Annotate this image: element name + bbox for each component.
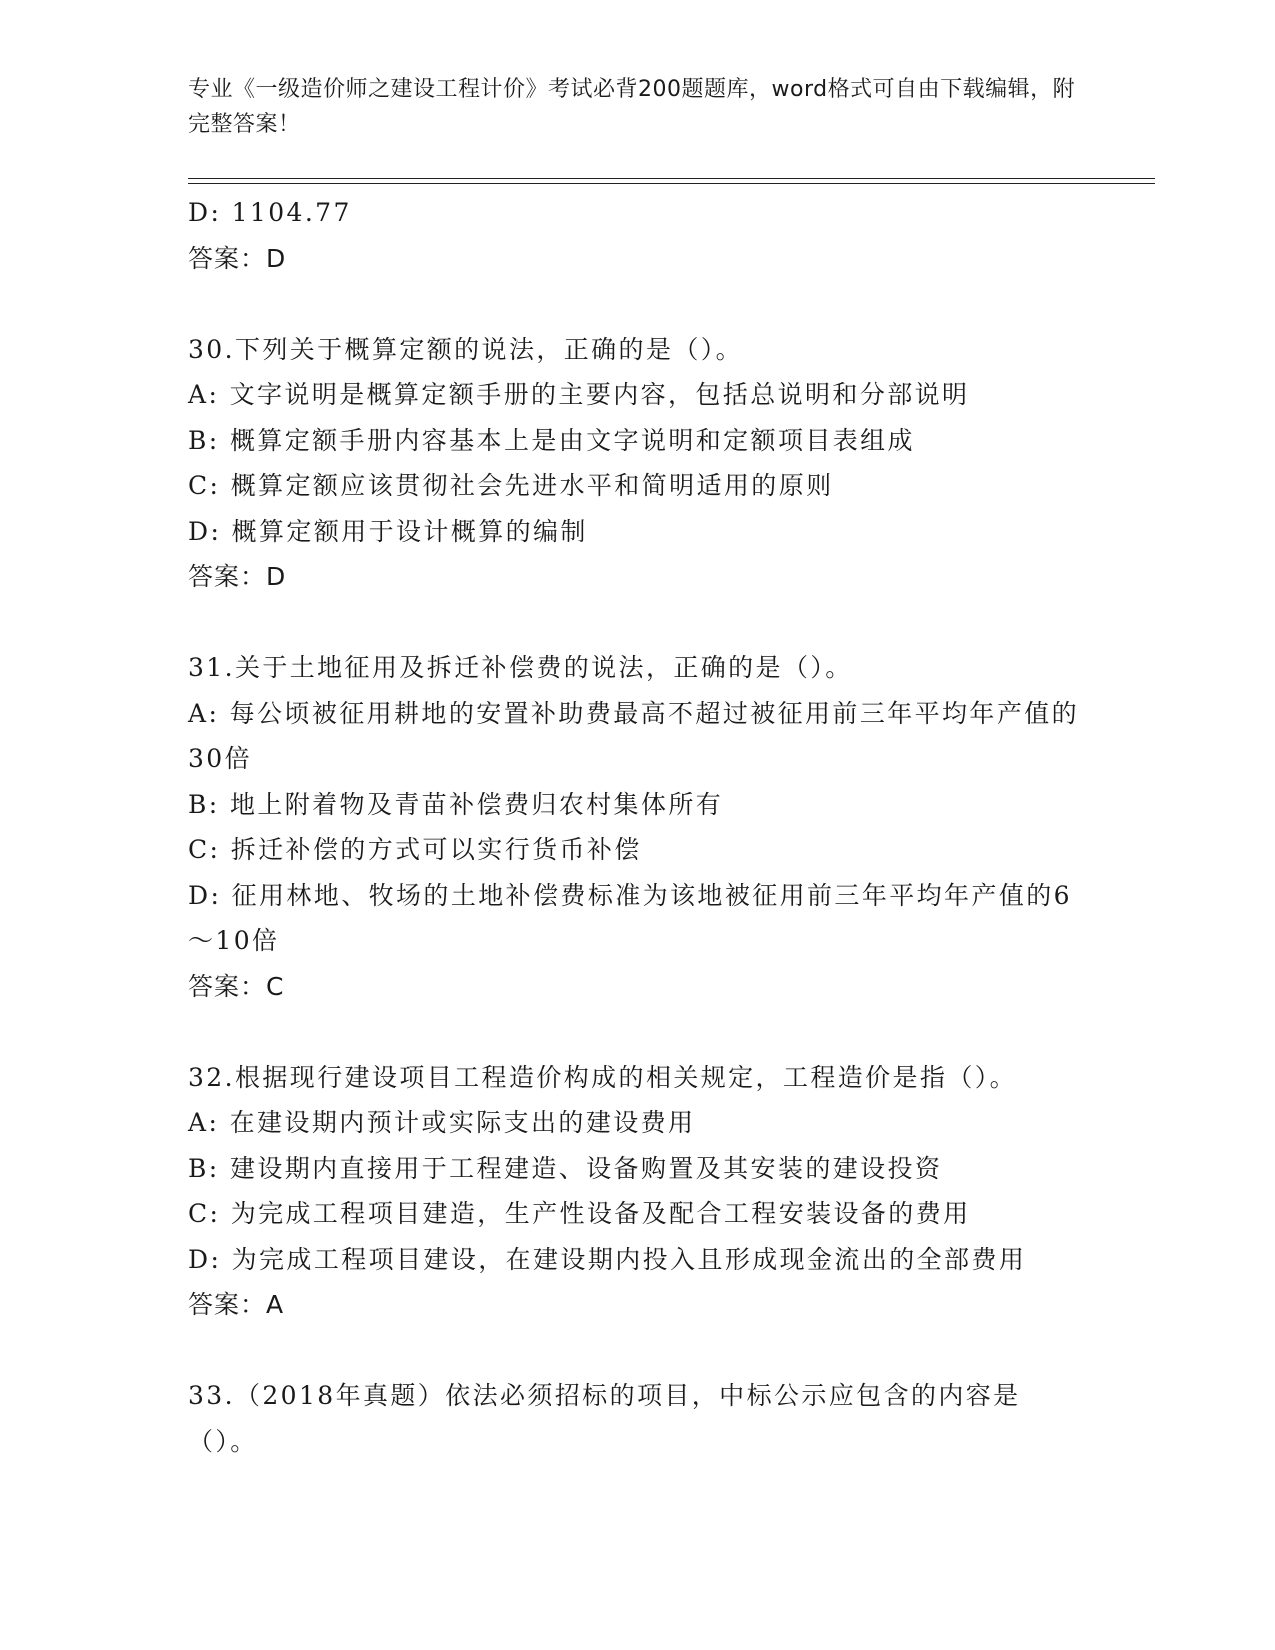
question-32	[188, 1055, 1088, 1328]
question-stem: 33.（2018年真题）依法必须招标的项目，中标公示应包含的内容是（）。	[188, 1381, 1021, 1456]
question-stem: 32.根据现行建设项目工程造价构成的相关规定，工程造价是指（）。	[188, 1062, 1018, 1092]
answer-line: 答案：D	[188, 243, 287, 273]
option-a: A: 在建设期内预计或实际支出的建设费用	[188, 1108, 696, 1137]
option-a: A: 每公顷被征用耕地的安置补助费最高不超过被征用前三年平均年产值的30倍	[188, 698, 1080, 773]
spacer	[188, 281, 1088, 327]
question-30	[188, 327, 1088, 600]
spacer	[188, 1328, 1088, 1374]
option-b: B: 地上附着物及青苗补偿费归农村集体所有	[188, 789, 724, 819]
option-d: D: 概算定额用于设计概算的编制	[188, 516, 588, 546]
option-b: B: 概算定额手册内容基本上是由文字说明和定额项目表组成	[188, 425, 915, 455]
option-c: C: 为完成工程项目建造，生产性设备及配合工程安装设备的费用	[188, 1199, 971, 1228]
option-d: D: 征用林地、牧场的土地补偿费标准为该地被征用前三年平均年产值的6～10倍	[188, 880, 1072, 955]
question-content	[188, 190, 1088, 1464]
option-d: D: 为完成工程项目建设，在建设期内投入且形成现金流出的全部费用	[188, 1244, 1027, 1274]
spacer	[188, 600, 1088, 646]
answer-line: 答案：C	[188, 971, 285, 1001]
question-31	[188, 645, 1088, 1009]
answer-line: 答案：D	[188, 562, 287, 591]
option-a: A: 文字说明是概算定额手册的主要内容，包括总说明和分部说明	[188, 380, 970, 409]
spacer	[188, 1009, 1088, 1055]
option-b: B: 建设期内直接用于工程建造、设备购置及其安装的建设投资	[188, 1153, 943, 1183]
question-stem: 30.下列关于概算定额的说法，正确的是（）。	[188, 334, 744, 364]
option-d: D: 1104.77	[188, 198, 352, 227]
option-c: C: 概算定额应该贯彻社会先进水平和简明适用的原则	[188, 471, 834, 500]
question-stem: 31.关于土地征用及拆迁补偿费的说法，正确的是（）。	[188, 653, 853, 682]
answer-line: 答案：A	[188, 1290, 285, 1319]
header-rule-top	[188, 178, 1155, 179]
option-c: C: 拆迁补偿的方式可以实行货币补偿	[188, 835, 642, 864]
question-33	[188, 1373, 1088, 1464]
document-header: 专业《一级造价师之建设工程计价》考试必背200题题库，word格式可自由下载编辑，附完整答案！	[188, 77, 1076, 137]
header-rule-bottom	[188, 183, 1155, 184]
